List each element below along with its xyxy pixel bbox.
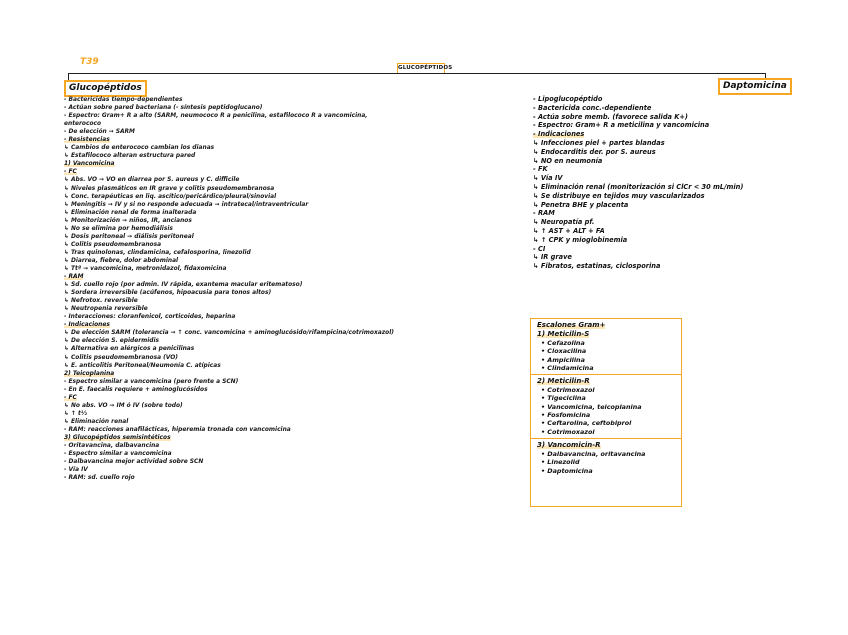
right-note-line: ↳ Neuropatía pf. [533, 218, 595, 227]
escalon-item: • Fosfomicina [541, 411, 591, 420]
left-note-line: - Vía IV [64, 467, 88, 474]
topic-title: GLUCOPÉPTIDOS [397, 63, 445, 74]
left-note-line: - Actúan sobre pared bacteriana (- síntesis peptidoglucano) [64, 105, 263, 112]
escalon-title: 2) Meticilin-R [537, 377, 590, 386]
left-note-line: - De elección → SARM [64, 129, 135, 136]
right-note-line: ↳ Penetra BHE y placenta [533, 200, 629, 209]
left-note-line: - Espectro similar a vancomicina [64, 451, 172, 458]
left-note-line: - En E. faecalis requiere + aminoglucósidos [64, 386, 208, 393]
left-note-line: - FC [64, 394, 77, 401]
right-note-line: - FK [533, 165, 548, 174]
left-note-line: 3) Glucopéptidos semisintéticos [64, 434, 171, 441]
left-note-line: - RAM: sd. cuello rojo [64, 475, 135, 482]
left-note-line: ↳ Estafilococo alteran estructura pared [64, 153, 196, 160]
escalon-title: 3) Vancomicin-R [537, 440, 601, 449]
right-note-line: ↳ Eliminación renal (monitorización si ClCr < 30 mL/min) [533, 182, 744, 191]
right-note-line: ↳ NO en neumonía [533, 156, 603, 165]
left-note-line: ↳ Dosis peritoneal → diálisis peritoneal [64, 233, 194, 240]
left-note-line: ↳ Cambios de enterococo cambian los dianas [64, 145, 215, 152]
escalon-item: • Cefazolina [541, 339, 585, 347]
left-note-line: ↳ Sordera irreversible (acúfenos, hipoacusia para tonos altos) [64, 290, 272, 297]
left-note-line: ↳ De elección S. epidermidis [64, 338, 160, 345]
left-note-line: ↳ Alternativa en alérgicos a penicilinas [64, 346, 195, 353]
left-note-line: - Interacciones: cloranfenicol, corticoides, heparina [64, 314, 236, 321]
divider-left-tick [68, 73, 69, 80]
left-note-line: ↳ Abs. VO → VO en diarrea por S. aureus y C. difficile [64, 177, 240, 184]
left-section-title: Glucopéptidos [64, 80, 147, 97]
left-notes [64, 96, 394, 482]
escalon-title: 1) Meticilin-S [537, 330, 590, 338]
left-note-line: - Dalbavancina mejor actividad sobre SCN [64, 459, 204, 466]
right-note-line: ↳ Vía IV [533, 174, 563, 183]
right-note-line: - RAM [533, 209, 555, 218]
left-note-line: ↳ Eliminación renal de forma inalterada [64, 209, 197, 216]
left-note-line: - Oritavancina, dalbavancina [64, 443, 160, 450]
escalones-box [530, 318, 682, 507]
left-note-line: ↳ Niveles plasmáticos en IR grave y colitis pseudomembranosa [64, 185, 275, 192]
right-note-line: - Actúa sobre memb. (favorece salida K+) [533, 112, 688, 121]
right-note-line: ↳ Endocarditis der. por S. aureus [533, 147, 656, 156]
left-note-line: ↳ ↑ t½ [64, 410, 87, 417]
left-note-line: ↳ De elección SARM (tolerancia → ↑ conc. vancomicina + aminoglucósido/rifampicina/cotrimoxazol) [64, 330, 394, 337]
right-notes [533, 95, 743, 271]
right-note-line: - Lipoglucopéptido [533, 95, 603, 103]
right-note-line: ↳ ↑ AST + ALT + FA [533, 226, 605, 235]
left-note-line: - Espectro similar a vancomicina (pero frente a SCN) [64, 378, 239, 385]
escalon-item: • Tigeciclina [541, 394, 586, 403]
left-note-line: - Bactericidas tiempo-dependientes [64, 97, 183, 103]
left-note-line: ↳ Tras quinolonas, clindamicina, cefalosporina, linezolid [64, 249, 251, 256]
left-note-line: ↳ No se elimina por hemodiálisis [64, 225, 173, 232]
right-note-line: - Indicaciones [533, 130, 585, 139]
left-note-line: ↳ Diarrea, fiebre, dolor abdominal [64, 257, 179, 264]
left-note-line: ↳ Neutropenia reversible [64, 306, 148, 313]
right-note-line: - CI [533, 244, 546, 253]
left-note-line: ↳ Colitis pseudomembranosa [64, 241, 162, 248]
left-note-line: ↳ No abs. VO → IM ó IV (sobre todo) [64, 402, 183, 409]
escalon-item: • Cotrimoxazol [541, 427, 595, 436]
left-note-line: ↳ Sd. cuello rojo (por admin. IV rápida, exantema macular eritematoso) [64, 282, 303, 289]
escalon-item: • Cotrimoxazol [541, 386, 595, 395]
escalon-item: • Dalbavancina, oritavancina [541, 449, 646, 458]
escalon-item: • Linezolid [541, 458, 580, 467]
escalon-section [531, 439, 681, 477]
left-note-line: ↳ Conc. terapéuticas en liq. ascítico/pericárdico/pleural/sinovial [64, 193, 277, 200]
left-note-line: ↳ Colitis pseudomembranosa (VO) [64, 354, 178, 361]
left-note-line: - RAM [64, 274, 84, 281]
escalon-item: • Daptomicina [541, 466, 593, 475]
escalon-item: • Clindamicina [541, 363, 594, 372]
left-note-line: - RAM: reacciones anafilácticas, hiperemia tronada con vancomicina [64, 426, 291, 433]
escalon-item: • Cloxacilina [541, 347, 587, 356]
escalon-item: • Ampicilina [541, 355, 585, 364]
left-note-line: ↳ Eliminación renal [64, 418, 129, 425]
left-note-line: enterococo [64, 121, 102, 128]
escalon-section [531, 375, 681, 439]
left-note-line: ↳ E. anticolitis Peritoneal/Neumonía C. atípicas [64, 362, 221, 369]
left-note-line: ↳ Meningitis → IV y si no responde adecuada → intratecal/intraventricular [64, 201, 309, 208]
right-note-line: ↳ Fibratos, estatinas, ciclosporina [533, 262, 661, 271]
escalon-item: • Ceftarolina, ceftobiprol [541, 419, 632, 428]
unit-number: T39 [80, 57, 99, 67]
left-note-line: ↳ Nefrotox. reversible [64, 298, 138, 305]
left-note-line: - FC [64, 169, 77, 176]
header-divider [68, 73, 766, 74]
right-note-line: ↳ ↑ CPK y mioglobinemia [533, 235, 628, 244]
escalones-title: Escalones Gram+ [537, 321, 606, 329]
left-note-line: - Resistencias [64, 137, 110, 144]
left-note-line: - Espectro: Gram+ R a alto (SARM, neumococo R a penicilina, estafilococo R a vancomicina, [64, 113, 368, 120]
left-note-line: 1) Vancomicina [64, 161, 115, 168]
right-section-title: Daptomicina [718, 78, 792, 95]
right-note-line: ↳ Infecciones piel + partes blandas [533, 138, 665, 147]
right-note-line: - Espectro: Gram+ R a meticilina y vancomicina [533, 121, 710, 130]
right-note-line: - Bactericida conc.-dependiente [533, 103, 652, 112]
escalon-section [531, 319, 681, 375]
left-note-line: ↳ Monitorización → niños, IR, ancianos [64, 217, 192, 224]
left-note-line: - Indicaciones [64, 322, 110, 329]
left-note-line: ↳ Ttº → vancomicina, metronidazol, fidaxomicina [64, 265, 227, 272]
right-note-line: ↳ Se distribuye en tejidos muy vascularizados [533, 191, 705, 200]
left-note-line: 2) Teicoplanina [64, 370, 115, 377]
right-note-line: ↳ IR grave [533, 253, 572, 262]
escalon-item: • Vancomicina, teicoplanina [541, 402, 642, 411]
